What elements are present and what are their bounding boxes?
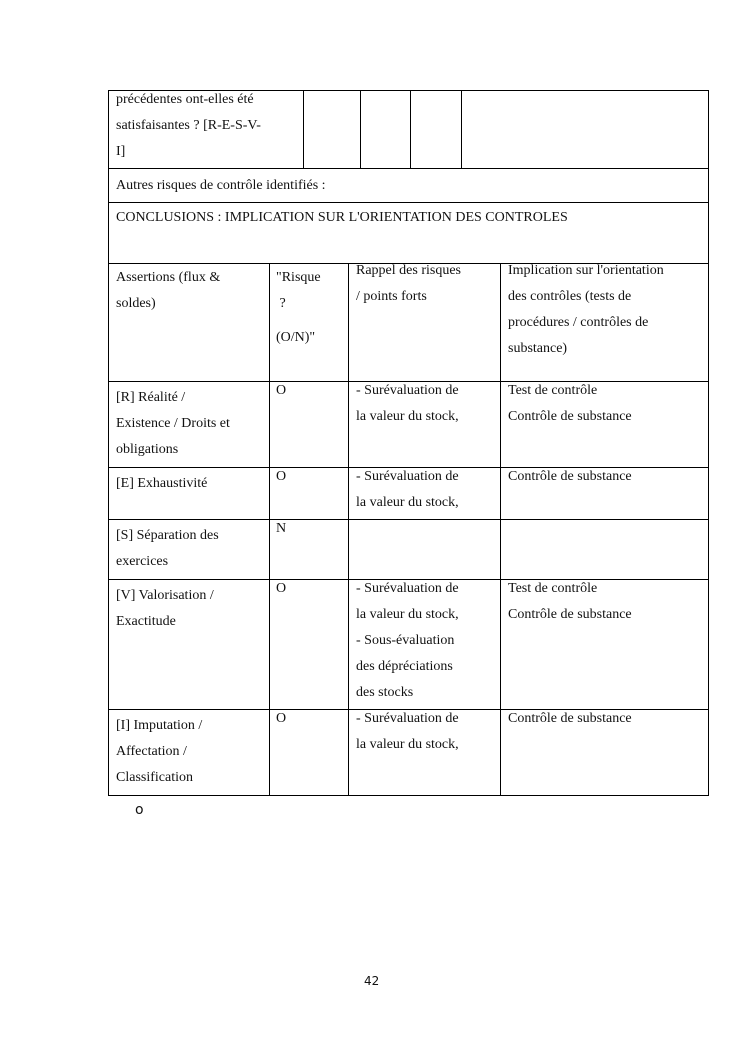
header-implication-1: Implication sur l'orientation	[508, 263, 664, 278]
row-v-rappel-5: des stocks	[356, 685, 414, 700]
question-line-1: précédentes ont-elles été	[116, 92, 254, 107]
row-r-rappel-1: - Surévaluation de	[356, 383, 459, 398]
row-v-rappel-3: - Sous-évaluation	[356, 633, 455, 648]
row-i-implication-1: Contrôle de substance	[508, 711, 632, 726]
row-e-risque: O	[276, 469, 287, 484]
page-number: 42	[364, 974, 380, 988]
header-risque-2: ?	[276, 296, 286, 311]
row-v-rappel-2: la valeur du stock,	[356, 607, 459, 622]
row-r-assertion-2: Existence / Droits et	[116, 416, 230, 431]
row-i-risque: O	[276, 711, 287, 726]
row-v-implication-2: Contrôle de substance	[508, 607, 632, 622]
header-risque-3: (O/N)"	[276, 330, 316, 345]
row-r-assertion-3: obligations	[116, 442, 179, 457]
header-implication-2: des contrôles (tests de	[508, 289, 632, 304]
row-i-assertion-1: [I] Imputation /	[116, 718, 203, 733]
row-r-implication-2: Contrôle de substance	[508, 409, 632, 424]
header-assertions-2: soldes)	[116, 296, 156, 311]
row-v-implication-1: Test de contrôle	[508, 581, 598, 596]
row-v-assertion-1: [V] Valorisation /	[116, 588, 214, 603]
row-v-assertion-2: Exactitude	[116, 614, 176, 629]
row-v-rappel-4: des dépréciations	[356, 659, 453, 674]
row-e-implication-1: Contrôle de substance	[508, 469, 632, 484]
header-rappel-2: / points forts	[356, 289, 427, 304]
row-i-rappel-1: - Surévaluation de	[356, 711, 459, 726]
row-r-risque: O	[276, 383, 287, 398]
row-r-assertion-1: [R] Réalité /	[116, 390, 186, 405]
question-line-3: I]	[116, 144, 126, 159]
row-v-rappel-1: - Surévaluation de	[356, 581, 459, 596]
other-risks-label: Autres risques de contrôle identifiés :	[116, 178, 326, 193]
row-s-risque: N	[276, 521, 287, 536]
row-i-assertion-3: Classification	[116, 770, 193, 785]
row-i-assertion-2: Affectation /	[116, 744, 187, 759]
question-line-2: satisfaisantes ? [R-E-S-V-	[116, 118, 261, 133]
conclusions-heading: CONCLUSIONS : IMPLICATION SUR L'ORIENTATION DES CONTROLES	[116, 210, 568, 225]
row-r-rappel-2: la valeur du stock,	[356, 409, 459, 424]
header-implication-4: substance)	[508, 341, 568, 356]
row-i-rappel-2: la valeur du stock,	[356, 737, 459, 752]
row-s-assertion-2: exercices	[116, 554, 169, 569]
row-e-rappel-2: la valeur du stock,	[356, 495, 459, 510]
header-implication-3: procédures / contrôles de	[508, 315, 649, 330]
row-s-assertion-1: [S] Séparation des	[116, 528, 219, 543]
header-risque-1: "Risque	[276, 270, 321, 285]
row-v-risque: O	[276, 581, 287, 596]
row-e-assertion-1: [E] Exhaustivité	[116, 476, 208, 491]
list-bullet: o	[135, 802, 144, 818]
header-assertions-1: Assertions (flux &	[116, 270, 221, 285]
row-e-rappel-1: - Surévaluation de	[356, 469, 459, 484]
header-rappel-1: Rappel des risques	[356, 263, 461, 278]
row-r-implication-1: Test de contrôle	[508, 383, 598, 398]
